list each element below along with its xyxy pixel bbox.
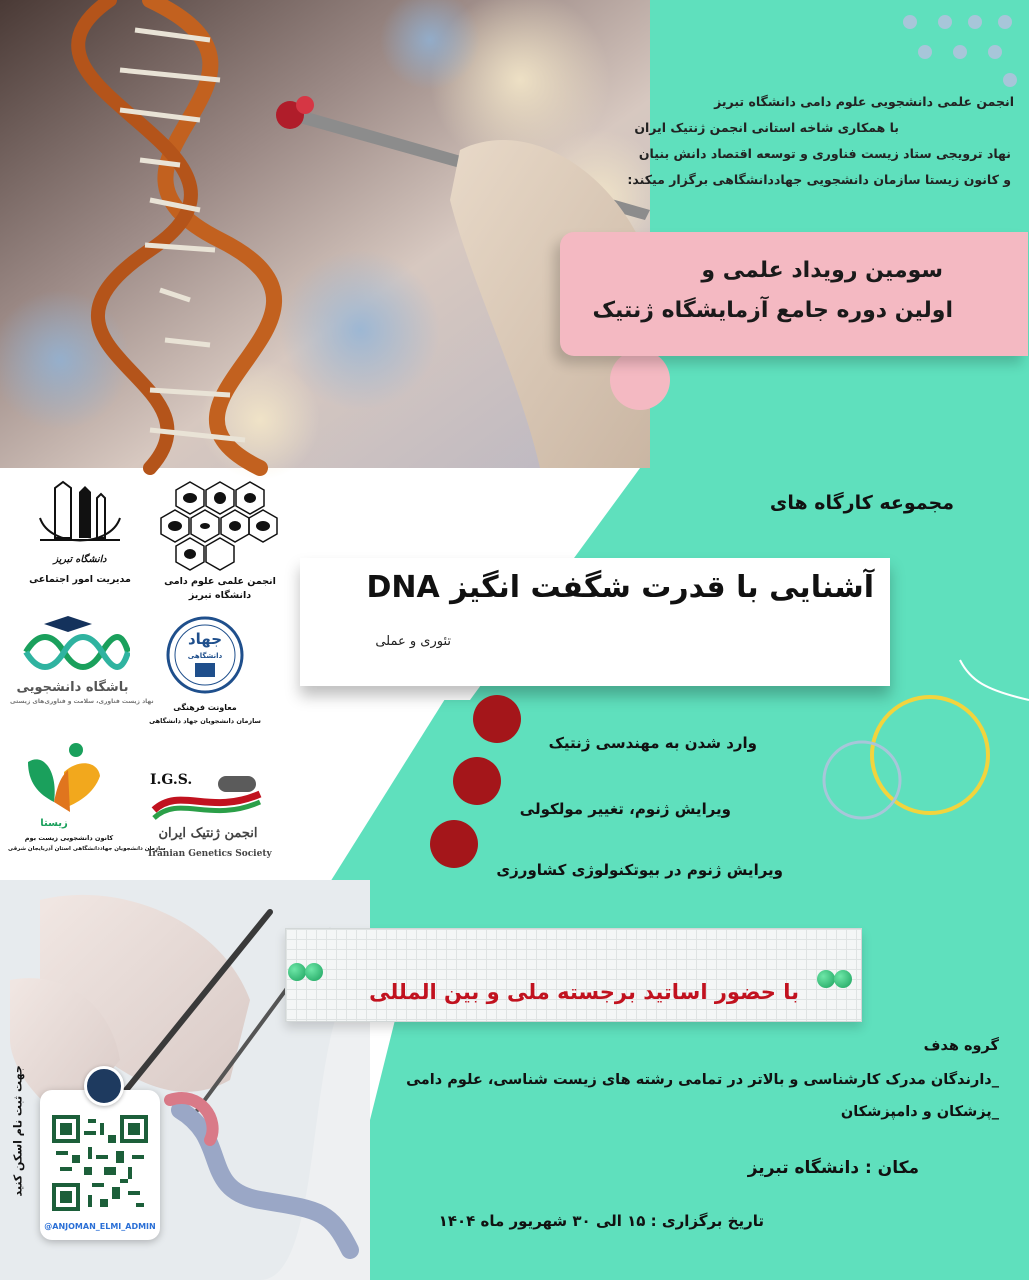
student-club-subtitle: نهاد زیست فناوری، سلامت و فناوری‌های زیستی: [10, 698, 154, 705]
target-group-line-2: _پزشکان و دامپزشکان: [840, 1104, 999, 1120]
student-club-logo-icon: [18, 612, 130, 672]
green-pin-icon: [817, 970, 835, 988]
jahad-cultural-deputy: معاونت فرهنگی: [173, 703, 237, 712]
zista-line-1: کانون دانشجویی زیست بوم: [24, 834, 114, 842]
organizer-line-3: نهاد ترویجی ستاد زیست فناوری و توسعه اقتصاد دانش بنیان: [638, 146, 1011, 161]
target-group-line-1: _دارندگان مدرک کارشناسی و بالاتر در تمامی رشته های زیست شناسی، علوم دامی: [406, 1072, 999, 1088]
instagram-handle[interactable]: @ANJOMAN_ELMI_ADMIN: [44, 1222, 156, 1231]
zista-line-2: سازمان دانشجویان جهاددانشگاهی استان آذربایجان شرقی: [8, 846, 166, 852]
topic-item-1: وارد شدن به مهندسی ژنتیک: [548, 734, 757, 752]
workshop-series-label: مجموعه کارگاه های: [769, 492, 954, 514]
topic-bullet-dot: [453, 757, 501, 805]
main-subtitle: تئوری و عملی: [375, 634, 451, 649]
highlight-text: با حضور اساتید برجسته ملی و بین المللی: [369, 980, 799, 1004]
topic-bullet-dot: [473, 695, 521, 743]
topic-bullet-dot: [430, 820, 478, 868]
scan-to-register-text: جهت ثبت نام اسکن کنید: [11, 1065, 25, 1197]
tabriz-university-script: دانشگاه تبریز: [53, 554, 107, 565]
animal-science-association-name: انجمن علمی علوم دامی: [164, 576, 276, 587]
animal-science-association-university: دانشگاه تبریز: [188, 590, 252, 601]
green-pin-icon: [288, 963, 306, 981]
igs-farsi-name: انجمن ژنتیک ایران: [158, 826, 258, 841]
zista-name: زیستا: [40, 818, 68, 829]
event-title-box: [560, 232, 1028, 356]
venue: مکان : دانشگاه تبریز: [747, 1158, 919, 1178]
zista-logo-icon: [24, 742, 104, 816]
qr-code-icon[interactable]: [52, 1115, 148, 1211]
green-pin-icon: [834, 970, 852, 988]
avatar: [84, 1066, 124, 1106]
jahad-sub: دانشگاهی: [187, 652, 223, 660]
main-title: آشنایی با قدرت شگفت انگیز DNA: [366, 570, 874, 605]
igs-english-name: Iranian Genetics Society: [148, 849, 272, 859]
green-pin-icon: [305, 963, 323, 981]
target-group-heading: گروه هدف: [923, 1038, 999, 1054]
topic-item-2: ویرایش ژنوم، تغییر مولکولی: [519, 800, 731, 818]
topic-item-3: ویرایش ژنوم در بیوتکنولوژی کشاورزی: [496, 861, 783, 879]
tabriz-university-caption: مدیریت امور اجتماعی: [29, 574, 131, 585]
igs-logo-icon: [150, 776, 268, 820]
organizer-line-2: با همکاری شاخه استانی انجمن ژنتیک ایران: [634, 120, 899, 135]
animal-science-association-logo-icon: [160, 478, 278, 576]
event-date: تاریخ برگزاری : ۱۵ الی ۳۰ شهریور ماه ۱۴۰۴: [438, 1212, 764, 1230]
igs-abbr: I.G.S.: [150, 772, 193, 788]
organizer-line-4: و کانون زیستا سازمان دانشجویی جهاددانشگاهی برگزار میکند:: [627, 172, 1011, 187]
event-title-line-2: اولین دوره جامع آزمایشگاه ژنتیک: [592, 298, 953, 323]
highlight-card: [285, 928, 862, 1022]
tabriz-university-logo-icon: [35, 478, 125, 556]
jahad-name: جهاد: [187, 630, 223, 648]
organizer-line-1: انجمن علمی دانشجویی علوم دامی دانشگاه تبریز: [714, 94, 1014, 109]
student-club-name: باشگاه دانشجویی: [16, 680, 129, 695]
event-title-line-1: سومین رویداد علمی و: [701, 258, 943, 283]
jahad-student-org: سازمان دانشجویان جهاد دانشگاهی: [149, 717, 261, 725]
